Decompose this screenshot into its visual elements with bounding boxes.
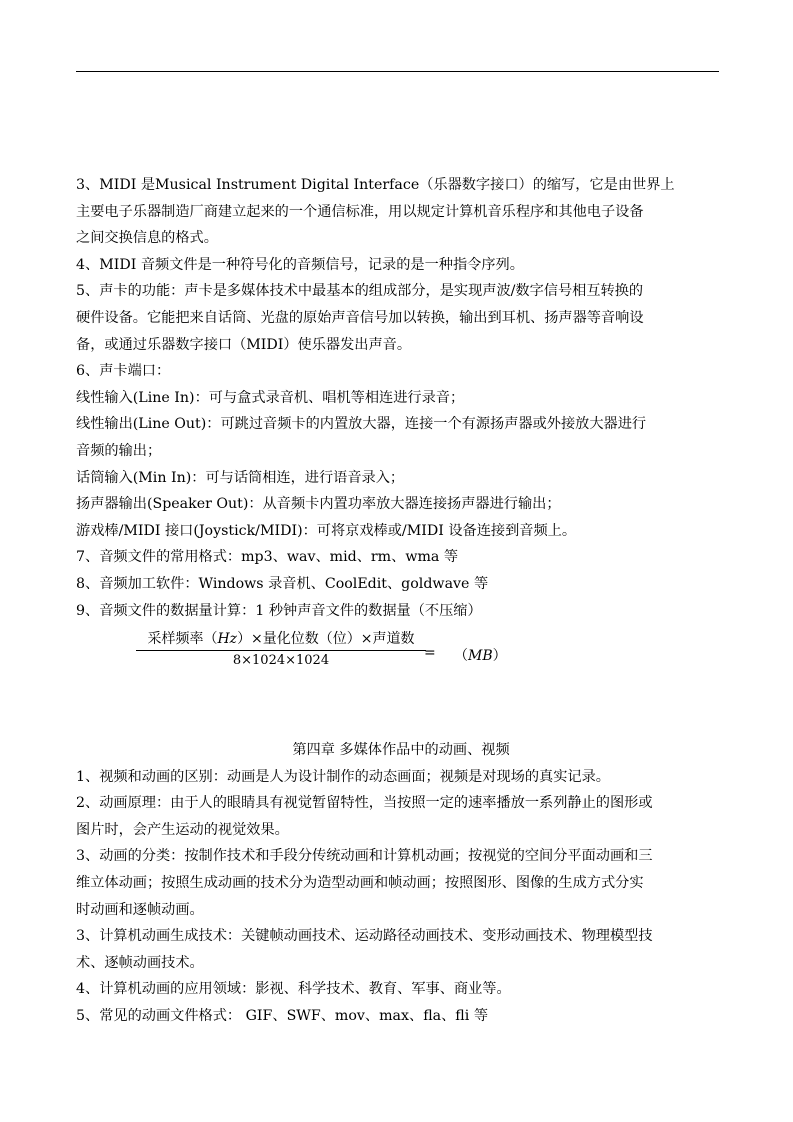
text-line: 9、音频文件的数据量计算：1 秒钟声音文件的数据量（不压缩） — [76, 602, 482, 619]
text-line: 线性输出(Line Out)：可跳过音频卡的内置放大器，连接一个有源扬声器或外接放大器进行 — [76, 416, 647, 433]
text-line: 7、音频文件的常用格式：mp3、wav、mid、rm、wma 等 — [76, 549, 459, 566]
text-line: 主要电子乐器制造厂商建立起来的一个通信标准，用以规定计算机音乐程序和其他电子设备 — [76, 203, 644, 220]
text-line: 线性输入(Line In)：可与盒式录音机、唱机等相连进行录音； — [76, 389, 465, 406]
document-body — [76, 172, 722, 1030]
text-line: 备，或通过乐器数字接口（MIDI）使乐器发出声音。 — [76, 336, 412, 353]
text-line: 8、音频加工软件：Windows 录音机、CoolEdit、goldwave 等 — [76, 575, 489, 592]
text-line: 4、计算机动画的应用领域：影视、科学技术、教育、军事、商业等。 — [76, 981, 511, 998]
header-rule — [76, 71, 719, 72]
text-line: 硬件设备。它能把来自话筒、光盘的原始声音信号加以转换，输出到耳机、扬声器等音响设 — [76, 309, 644, 326]
text-line: 维立体动画；按照生成动画的技术分为造型动画和帧动画；按照图形、图像的生成方式分实 — [76, 875, 644, 892]
text-line: 1、视频和动画的区别：动画是人为设计制作的动态画面；视频是对现场的真实记录。 — [76, 768, 610, 785]
text-line: 3、动画的分类：按制作技术和手段分传统动画和计算机动画；按视觉的空间分平面动画和三 — [76, 848, 653, 865]
formula-equals: = — [424, 645, 436, 662]
text-line: 3、计算机动画生成技术：关键帧动画技术、运动路径动画技术、变形动画技术、物理模型技 — [76, 928, 653, 945]
text-line: 5、常见的动画文件格式： GIF、SWF、mov、max、fla、fli 等 — [76, 1008, 489, 1025]
text-line: 4、MIDI 音频文件是一种符号化的音频信号，记录的是一种指令序列。 — [76, 256, 524, 273]
data-size-formula — [76, 628, 722, 702]
formula-unit: （MB） — [454, 648, 507, 665]
text-line: 2、动画原理：由于人的眼睛具有视觉暂留特性，当按照一定的速率播放一系列静止的图形或 — [76, 795, 653, 812]
text-line: 术、逐帧动画技术。 — [76, 954, 204, 971]
text-line: 时动画和逐帧动画。 — [76, 901, 204, 918]
text-line: 话筒输入(Min In)：可与话筒相连，进行语音录入； — [76, 469, 405, 486]
formula-fraction — [136, 628, 426, 668]
text-line: 6、声卡端口： — [76, 363, 171, 380]
text-line: 音频的输出； — [76, 442, 162, 459]
section-gap — [76, 702, 722, 737]
formula-denominator: 8×1024×1024 — [232, 653, 330, 669]
text-line: 游戏棒/MIDI 接口(Joystick/MIDI)：可将京戏棒或/MIDI 设备连接到音频上。 — [76, 522, 577, 539]
text-line: 之间交换信息的格式。 — [76, 230, 218, 247]
text-line: 扬声器输出(Speaker Out)：从音频卡内置功率放大器连接扬声器进行输出； — [76, 496, 561, 513]
chapter-title: 第四章 多媒体作品中的动画、视频 — [292, 742, 510, 759]
text-line: 图片时，会产生运动的视觉效果。 — [76, 821, 289, 838]
formula-numerator: 采样频率（Hz）×量化位数（位）×声道数 — [136, 628, 426, 651]
text-line: 3、MIDI 是Musical Instrument Digital Interface（乐器数字接口）的缩写，它是由世界上 — [76, 177, 675, 193]
text-line: 5、声卡的功能：声卡是多媒体技术中最基本的组成部分，是实现声波/数字信号相互转换的 — [76, 283, 644, 300]
